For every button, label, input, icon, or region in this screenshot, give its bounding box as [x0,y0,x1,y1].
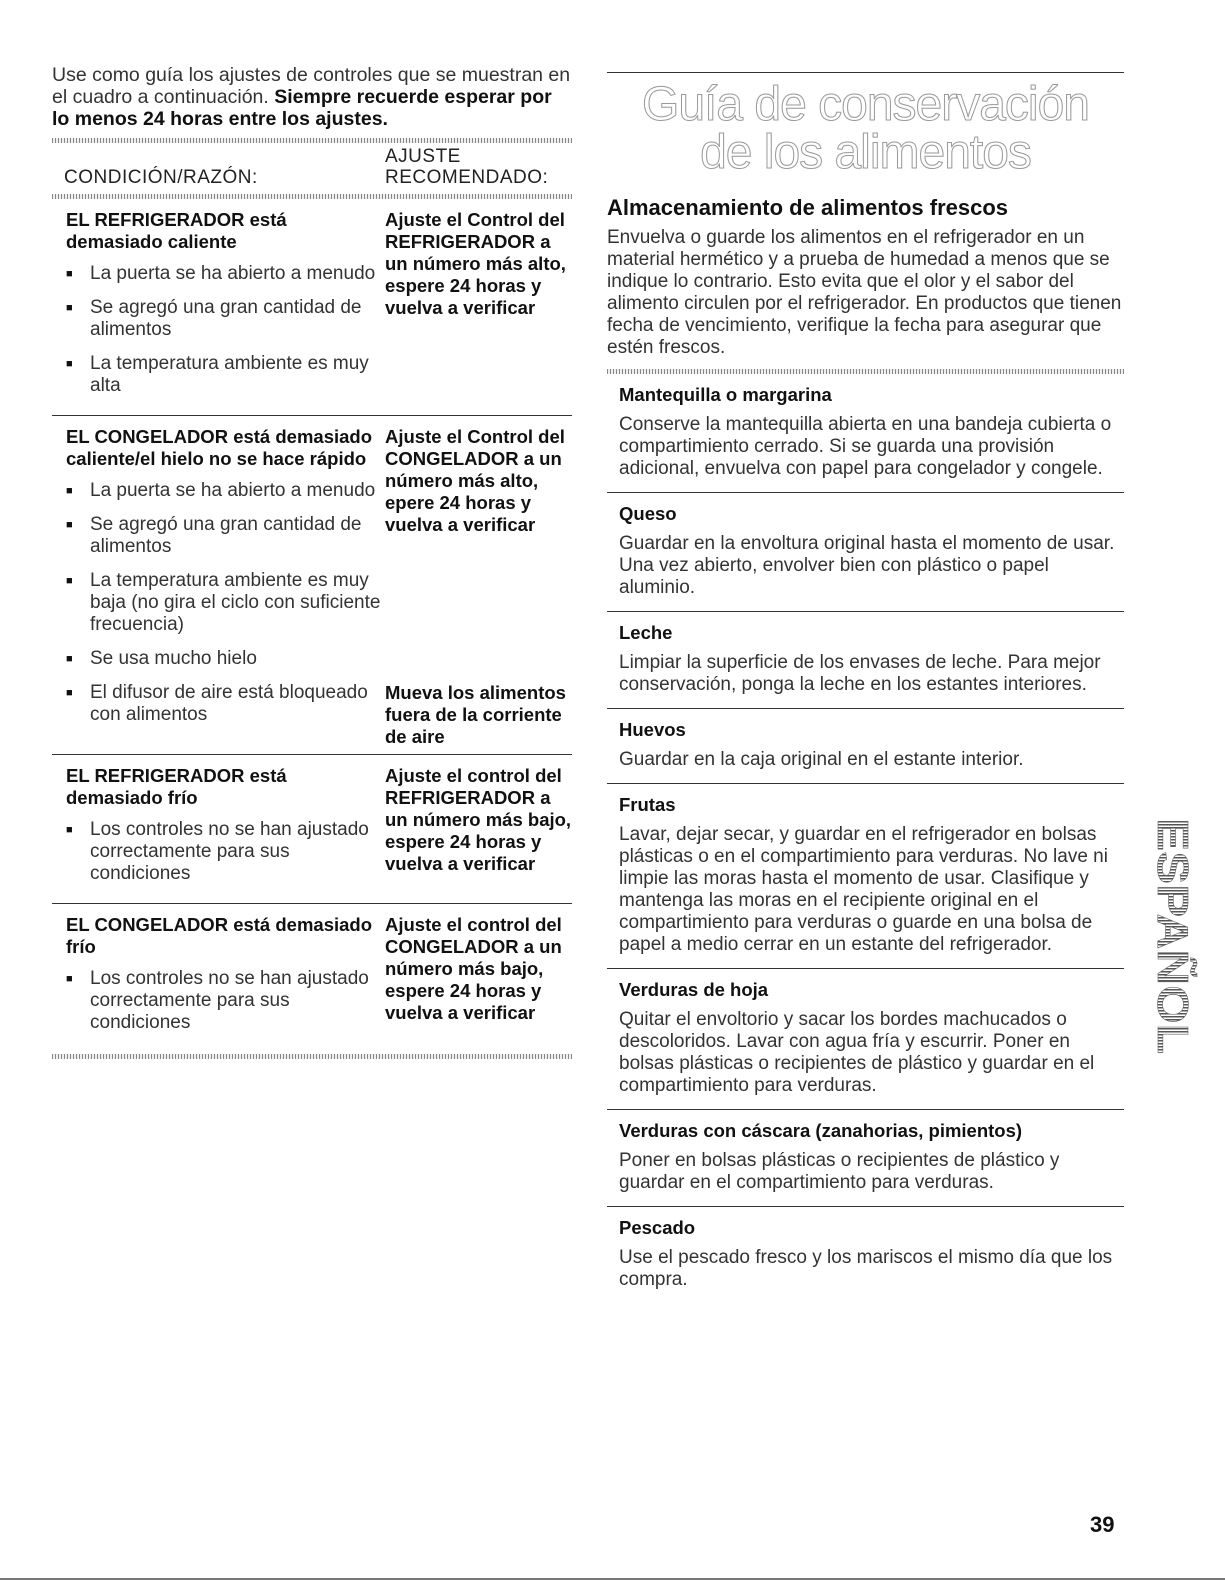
table-row [52,416,572,755]
food-text: Poner en bolsas plásticas o recipientes de plástico y guardar en el compartimiento para verduras. [619,1150,1060,1193]
food-entry-skin-vegetables [607,1110,1124,1207]
section-title: Almacenamiento de alimentos frescos [607,195,1009,220]
list-item [66,682,385,726]
bullet-text: El difusor de aire está bloqueado con alimentos [90,682,368,725]
bullet-text: La temperatura ambiente es muy baja (no gira el ciclo con suficiente frecuencia) [90,570,381,635]
list-item [66,648,385,670]
square-bullet-icon: ■ [66,824,73,836]
intro-text: Use como guía los ajustes de controles que se muestran en el cuadro a continuación. [52,64,571,108]
page-title-line-2: de los alimentos [700,126,1031,179]
condition-title: EL REFRIGERADOR está demasiado caliente [66,209,287,252]
recommendation-cell: Ajuste el control del CONGELADOR a un número más bajo, espere 24 horas y vuelva a verificar [385,914,562,1023]
recommendation-cell: Ajuste el Control del REFRIGERADOR a un número más alto, espere 24 horas y vuelva a verificar [385,209,566,318]
square-bullet-icon: ■ [66,485,73,497]
food-text: Guardar en la caja original en el estante interior. [619,749,1024,770]
square-bullet-icon: ■ [66,973,73,985]
bullet-text: Se usa mucho hielo [90,648,257,669]
page-number: 39 [1090,1512,1115,1537]
food-name: Queso [619,503,677,524]
food-text: Limpiar la superficie de los envases de leche. Para mejor conservación, ponga la leche en los estantes interiores. [619,652,1101,695]
square-bullet-icon: ■ [66,575,73,587]
food-guide-column [607,72,1124,1303]
square-bullet-icon: ■ [66,268,73,280]
page-title-line-1: Guía de conservación [642,78,1089,131]
bullet-text: Se agregó una gran cantidad de alimentos [90,297,362,340]
list-item [66,968,385,1034]
table-header [52,143,572,188]
condition-title: EL CONGELADOR está demasiado frío [66,914,373,957]
language-side-tab [1146,818,1197,1058]
intro-bold-text: Siempre recuerde esperar por lo menos 24 horas entre los ajustes. [52,86,552,130]
list-item [66,819,385,885]
food-entry-fruits [607,784,1124,969]
condition-title: EL CONGELADOR está demasiado caliente/el hielo no se hace rápido [66,426,373,469]
square-bullet-icon: ■ [66,358,73,370]
list-item [66,263,385,285]
condition-cell [52,914,385,1046]
column-header-condition: CONDICIÓN/RAZÓN: [64,167,258,188]
food-text: Guardar en la envoltura original hasta el momento de usar. Una vez abierto, envolver bien con plástico o papel aluminio. [619,533,1115,598]
food-text: Quitar el envoltorio y sacar los bordes machucados o descoloridos. Lavar con agua fría y escurrir. Poner en bolsas plásticas o recipientes de plástico y guardar en el compartimiento para verduras. [619,1009,1095,1096]
food-text: Use el pescado fresco y los mariscos el mismo día que los compra. [619,1247,1113,1290]
food-name: Leche [619,622,673,643]
column-header-recommended: AJUSTE RECOMENDADO: [385,146,549,188]
bullet-text: Los controles no se han ajustado correctamente para sus condiciones [90,819,369,884]
food-text: Conserve la mantequilla abierta en una bandeja cubierta o compartimiento cerrado. Si se guarda una provisión adicional, envuelva con papel para congelador y congele. [619,414,1112,479]
square-bullet-icon: ■ [66,302,73,314]
food-entry-cheese [607,493,1124,612]
condition-cell [52,209,385,409]
bullet-text: Los controles no se han ajustado correctamente para sus condiciones [90,968,369,1033]
food-name: Verduras de hoja [619,979,769,1000]
list-item [66,480,385,502]
list-item [66,353,385,397]
section-intro: Envuelva o guarde los alimentos en el refrigerador en un material hermético y a prueba de humedad a menos que se indique lo contrario. Esto evita que el olor y el sabor del alimento circulen por el refrigerador. En productos que tienen fecha de vencimiento, verifique la fecha para asegurar que estén frescos. [607,227,1122,358]
square-bullet-icon: ■ [66,687,73,699]
bullet-text: La puerta se ha abierto a menudo [90,480,376,501]
food-name: Mantequilla o margarina [619,384,832,405]
table-bottom-rule [52,1054,572,1059]
guide-top-rule [607,72,1124,73]
food-entry-fish [607,1207,1124,1303]
list-item [66,297,385,341]
recommendation-cell: Ajuste el control del REFRIGERADOR a un número más bajo, espere 24 horas y vuelva a verificar [385,765,572,874]
table-row [52,755,572,904]
food-text: Lavar, dejar secar, y guardar en el refrigerador en bolsas plásticas o en el compartimiento para verduras. No lave ni limpie las moras hasta el momento de usar. Clasifique y mantenga las moras en el recipiente original en el compartimiento para verduras o guarde en una bolsa de papel a medio cerrar en un estante del refrigerador. [619,824,1108,955]
food-entry-eggs [607,709,1124,784]
bullet-text: La temperatura ambiente es muy alta [90,353,369,396]
intro-paragraph [52,64,572,130]
page-bottom-line [0,1578,1225,1580]
food-entry-leafy-vegetables [607,969,1124,1110]
settings-table-column [52,64,572,1059]
bullet-text: La puerta se ha abierto a menudo [90,263,376,284]
side-tab-label: ESPAÑOL [1148,818,1197,1028]
recommendation-cell: Mueva los alimentos fuera de la corriente de aire [385,682,566,747]
food-entry-milk [607,612,1124,709]
food-name: Pescado [619,1217,696,1238]
condition-title: EL REFRIGERADOR está demasiado frío [66,765,287,808]
table-row [52,904,572,1054]
food-name: Frutas [619,794,676,815]
table-row [52,199,572,416]
recommendation-cell: Ajuste el Control del CONGELADOR a un número más alto, epere 24 horas y vuelva a verificar [385,426,565,535]
list-item [66,514,385,558]
bullet-text: Se agregó una gran cantidad de alimentos [90,514,362,557]
condition-cell [52,682,385,748]
condition-cell [52,765,385,897]
square-bullet-icon: ■ [66,653,73,665]
list-item [66,570,385,636]
square-bullet-icon: ■ [66,519,73,531]
condition-cell [52,426,385,682]
page-title [607,78,1124,179]
food-entry-butter [607,374,1124,493]
food-name: Huevos [619,719,686,740]
food-name: Verduras con cáscara (zanahorias, pimientos) [619,1120,1023,1141]
